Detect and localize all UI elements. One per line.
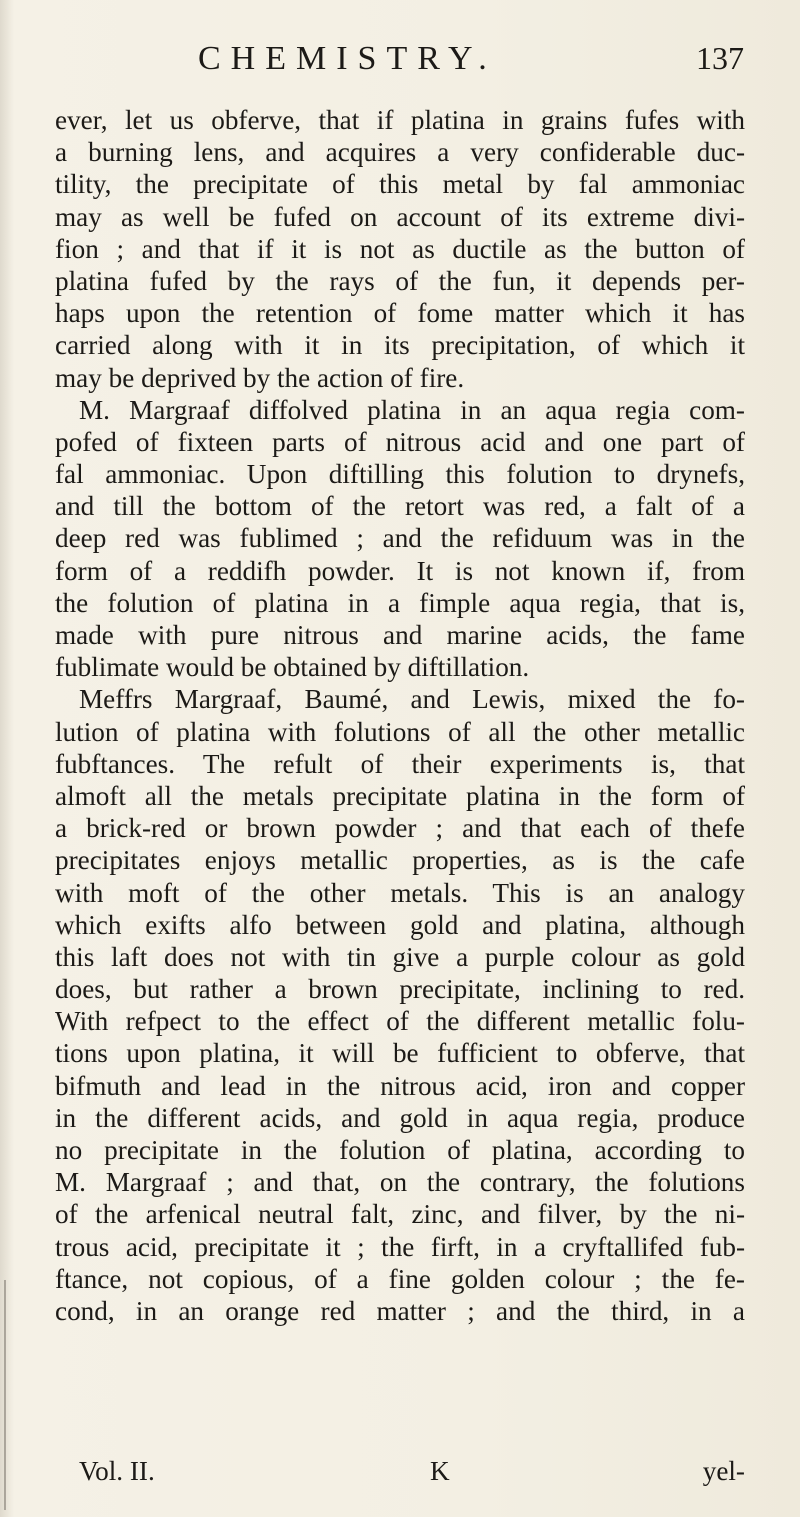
text-line: haps upon the retention of fome matter which it has — [55, 298, 745, 329]
paragraph-start-line: Meffrs Margraaf, Baumé, and Lewis, mixed the fo- — [79, 684, 745, 715]
text-line: in the different acids, and gold in aqua regia, produce — [55, 1102, 745, 1133]
text-line: ever, let us obferve, that if platina in grains fufes with — [55, 105, 745, 135]
text-line: fal ammoniac. Upon diftilling this folution to drynefs, — [55, 459, 745, 490]
text-line: M. Margraaf ; and that, on the contrary, the folutions — [55, 1167, 745, 1198]
text-line: and till the bottom of the retort was red, a falt of a — [55, 491, 745, 522]
text-line: ftance, not copious, of a fine golden colour ; the fe- — [55, 1263, 745, 1294]
running-title: CHEMISTRY. — [198, 40, 497, 77]
signature-mark: K — [430, 1456, 450, 1486]
text-line: the folution of platina in a fimple aqua regia, that is, — [55, 587, 745, 618]
body-text — [55, 104, 745, 1327]
text-line: precipitates enjoys metallic properties, as is the cafe — [55, 845, 745, 876]
binding-edge — [4, 1280, 6, 1510]
text-line: which exifts alfo between gold and platina, although — [55, 909, 745, 940]
text-line: lution of platina with folutions of all the other metallic — [55, 716, 745, 747]
text-line: trous acid, precipitate it ; the firft, in a cryftallifed fub- — [55, 1231, 745, 1262]
text-line: tility, the precipitate of this metal by fal ammoniac — [55, 169, 745, 200]
text-line: with moft of the other metals. This is an analogy — [55, 877, 745, 908]
page-edge-shadow — [0, 0, 14, 1517]
text-line: tions upon platina, it will be fufficient to obferve, that — [55, 1038, 745, 1069]
paragraph-end-line: fublimate would be obtained by diftillation. — [55, 652, 530, 683]
text-line: a brick-red or brown powder ; and that each of thefe — [55, 813, 745, 844]
text-line: pofed of fixteen parts of nitrous acid and one part of — [55, 426, 745, 457]
text-line: may as well be fufed on account of its extreme divi- — [55, 201, 745, 232]
paragraph-start-line: M. Margraaf diffolved platina in an aqua regia com- — [79, 394, 745, 425]
text-line: this laft does not with tin give a purple colour as gold — [55, 941, 745, 972]
text-line: made with pure nitrous and marine acids, the fame — [55, 620, 745, 650]
text-line: bifmuth and lead in the nitrous acid, iron and copper — [55, 1070, 745, 1101]
page-header — [0, 40, 800, 80]
page-footer — [55, 1456, 745, 1490]
text-line: deep red was fublimed ; and the refiduum was in the — [55, 523, 745, 554]
catchword: yel- — [702, 1456, 745, 1486]
text-line: a burning lens, and acquires a very confiderable duc- — [55, 137, 745, 168]
text-line: form of a reddifh powder. It is not known if, from — [55, 555, 745, 586]
text-line: fion ; and that if it is not as ductile as the button of — [55, 233, 745, 264]
page-number: 137 — [696, 40, 744, 76]
text-line: With refpect to the effect of the different metallic folu- — [55, 1006, 745, 1037]
text-line: of the arfenical neutral falt, zinc, and filver, by the ni- — [55, 1199, 745, 1230]
paragraph-end-line: may be deprived by the action of fire. — [55, 362, 465, 393]
volume-label: Vol. II. — [79, 1456, 155, 1486]
text-line: carried along with it in its precipitation, of which it — [55, 330, 745, 361]
text-line: no precipitate in the folution of platina, according to — [55, 1135, 745, 1165]
text-line: cond, in an orange red matter ; and the third, in a — [55, 1295, 745, 1326]
text-line: does, but rather a brown precipitate, inclining to red. — [55, 974, 745, 1005]
text-line: almoft all the metals precipitate platina in the form of — [55, 780, 745, 811]
text-line: platina fufed by the rays of the fun, it depends per- — [55, 265, 745, 296]
text-line: fubftances. The refult of their experiments is, that — [55, 748, 745, 779]
